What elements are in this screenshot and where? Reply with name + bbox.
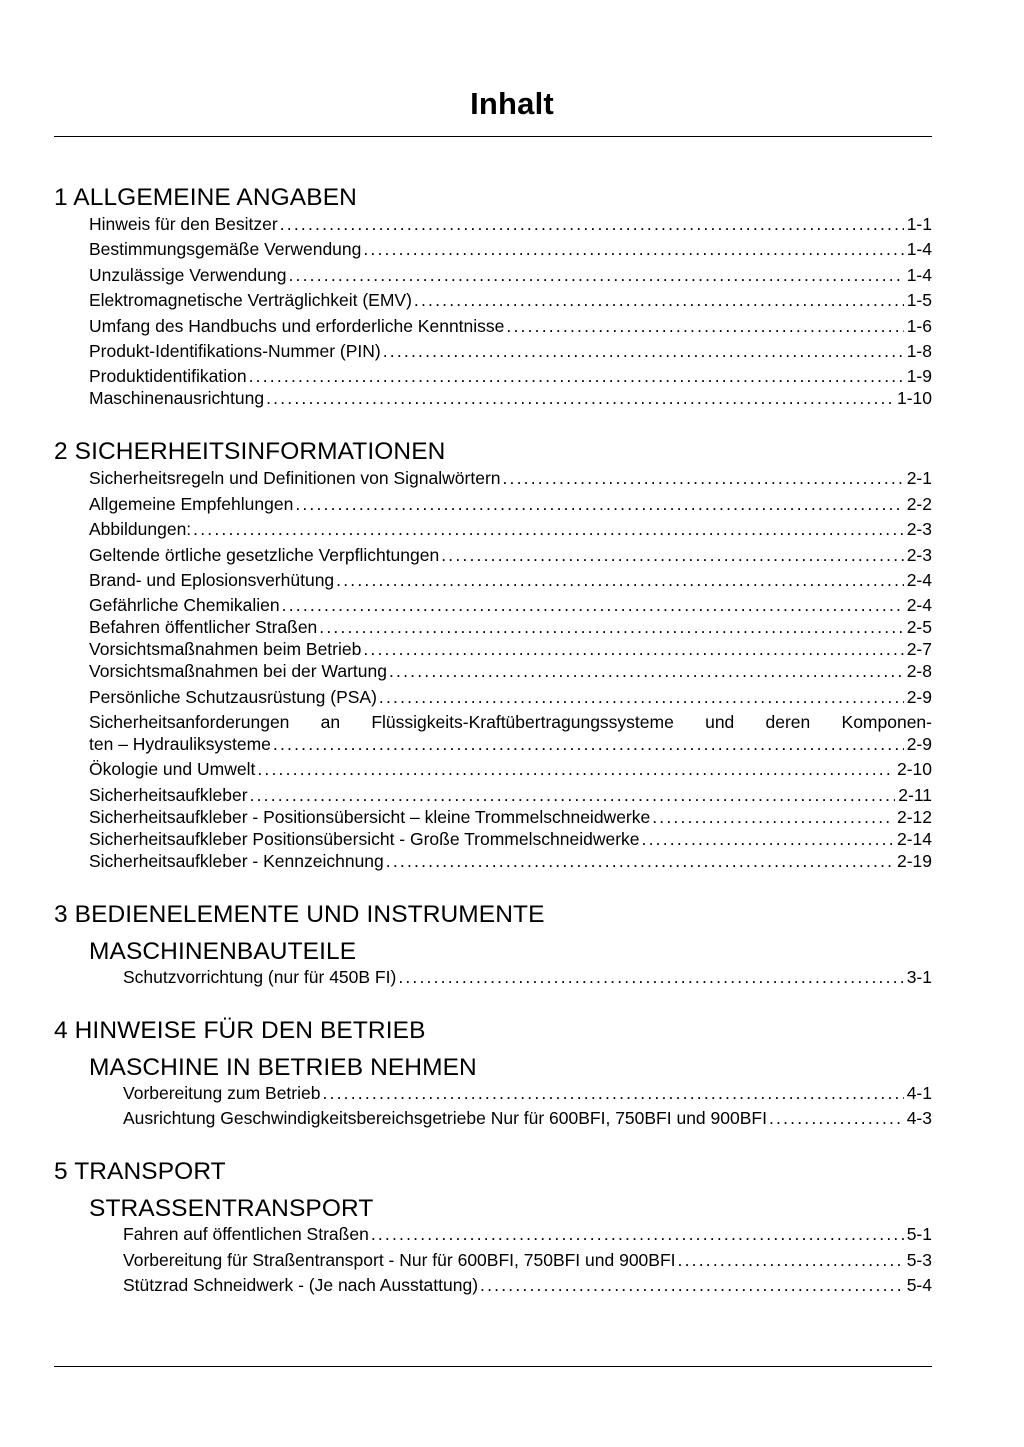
chapter-entries <box>54 467 932 872</box>
entry-title: Sicherheitsaufkleber - Positionsübersicht – kleine Trommelschneidwerke <box>89 806 651 827</box>
entry-title: Vorsichtsmaßnahmen bei der Wartung <box>89 661 387 682</box>
entry-page: 3-1 <box>906 966 932 987</box>
entry-page: 2-12 <box>896 806 932 827</box>
toc-entry[interactable] <box>123 1107 932 1129</box>
toc-entry[interactable] <box>123 1274 932 1296</box>
dot-leader <box>769 1107 904 1129</box>
entry-page: 2-9 <box>906 686 932 707</box>
chapter-entries <box>54 1223 932 1296</box>
entry-title: Vorbereitung für Straßentransport - Nur für 600BFI, 750BFI und 900BFI <box>123 1249 676 1270</box>
dot-leader <box>282 594 904 616</box>
entry-title: Allgemeine Empfehlungen <box>89 493 294 514</box>
toc-entry[interactable] <box>89 387 932 409</box>
section-heading[interactable]: MASCHINE IN BETRIEB NEHMEN <box>89 1053 477 1081</box>
toc-entry[interactable] <box>89 569 932 591</box>
entry-title: Brand- und Eplosionsverhütung <box>89 569 335 590</box>
dot-leader <box>503 467 904 489</box>
entry-page: 1-4 <box>906 264 932 285</box>
dot-leader <box>398 966 903 988</box>
entry-title: Vorsichtsmaßnahmen beim Betrieb <box>89 639 362 660</box>
toc-entry[interactable] <box>89 616 932 638</box>
dot-leader <box>249 365 904 387</box>
toc-entry[interactable] <box>89 518 932 540</box>
entry-page: 2-14 <box>896 828 932 849</box>
entry-page: 1-9 <box>906 366 932 387</box>
entry-page: 1-10 <box>896 388 932 409</box>
toc-entry[interactable] <box>123 966 932 988</box>
chapter-entries <box>54 1082 932 1129</box>
entry-title: Produktidentifikation <box>89 366 247 387</box>
entry-page: 5-1 <box>906 1224 932 1245</box>
entry-page: 2-9 <box>906 734 932 755</box>
toc-entry[interactable] <box>89 806 932 828</box>
entry-page: 5-3 <box>906 1249 932 1270</box>
toc-entry <box>89 733 932 755</box>
entry-title: Vorbereitung zum Betrieb <box>123 1082 321 1103</box>
entry-title: Persönliche Schutzausrüstung (PSA) <box>89 686 377 707</box>
dot-leader <box>441 544 903 566</box>
toc-entry[interactable] <box>123 1223 932 1245</box>
toc-entry[interactable] <box>89 264 932 286</box>
toc-entry[interactable] <box>89 365 932 387</box>
toc-entry[interactable] <box>89 340 932 362</box>
dot-leader <box>414 289 904 311</box>
toc-entry[interactable] <box>89 289 932 311</box>
dot-leader <box>266 387 894 409</box>
dot-leader <box>295 493 903 515</box>
entry-page: 2-10 <box>896 759 932 780</box>
dot-leader <box>289 264 904 286</box>
entry-page: 2-8 <box>906 661 932 682</box>
dot-leader <box>363 638 903 660</box>
dot-leader <box>678 1249 904 1271</box>
entry-page: 1-6 <box>906 315 932 336</box>
chapter-5 <box>54 1157 932 1296</box>
entry-title: Stützrad Schneidwerk - (Je nach Ausstattung) <box>123 1275 479 1296</box>
toc-entry[interactable] <box>89 493 932 515</box>
entry-page: 1-1 <box>906 214 932 234</box>
dot-leader <box>322 1082 903 1104</box>
toc-entry[interactable] <box>89 686 932 708</box>
entry-page: 1-8 <box>906 340 932 361</box>
entry-title: Sicherheitsaufkleber <box>89 784 248 805</box>
entry-title: Befahren öffentlicher Straßen <box>89 617 318 638</box>
section-heading[interactable]: MASCHINENBAUTEILE <box>89 937 357 965</box>
entry-title: Abbildungen: <box>89 519 192 540</box>
entry-title: Elektromagnetische Verträglichkeit (EMV) <box>89 290 412 311</box>
entry-page: 2-3 <box>906 519 932 540</box>
footer-rule <box>54 1366 932 1367</box>
toc-entry[interactable] <box>89 315 932 337</box>
entry-page: 2-4 <box>906 569 932 590</box>
dot-leader <box>506 315 903 337</box>
entry-page: 5-4 <box>906 1275 932 1296</box>
header-rule <box>54 136 932 137</box>
entry-page: 2-7 <box>906 639 932 660</box>
toc-entry[interactable] <box>89 784 932 806</box>
entry-title: Sicherheitsaufkleber - Kennzeichnung <box>89 850 384 871</box>
toc-entry[interactable] <box>89 594 932 616</box>
entry-title-line-1: Sicherheitsanforderungen an Flüssigkeits-Kraftübertragungssysteme und deren Komponen- <box>89 712 932 733</box>
dot-leader <box>383 340 904 362</box>
table-of-contents <box>54 183 932 1324</box>
dot-leader <box>379 686 904 708</box>
entry-page: 2-2 <box>906 493 932 514</box>
entry-page: 2-5 <box>906 617 932 638</box>
entry-title: Fahren auf öffentlichen Straßen <box>123 1224 369 1245</box>
entry-title: ten – Hydrauliksysteme <box>89 734 271 755</box>
entry-page: 1-5 <box>906 290 932 311</box>
chapter-3 <box>54 900 932 988</box>
dot-leader <box>652 806 894 828</box>
dot-leader <box>480 1274 904 1296</box>
chapter-heading[interactable]: 5 TRANSPORT <box>54 1158 226 1186</box>
toc-entry[interactable] <box>89 638 932 660</box>
entry-title: Bestimmungsgemäße Verwendung <box>89 239 362 260</box>
chapter-1 <box>54 183 932 409</box>
toc-entry[interactable] <box>89 850 932 872</box>
dot-leader <box>273 733 904 755</box>
dot-leader <box>257 758 894 780</box>
entry-title: Ausrichtung Geschwindigkeitsbereichsgetriebe Nur für 600BFI, 750BFI und 900BFI <box>123 1108 767 1129</box>
dot-leader <box>389 660 904 682</box>
dot-leader <box>193 518 904 540</box>
entry-page: 2-3 <box>906 544 932 565</box>
entry-page: 2-19 <box>896 850 932 871</box>
dot-leader <box>386 850 894 872</box>
entry-title: Sicherheitsregeln und Definitionen von Signalwörtern <box>89 468 501 489</box>
chapter-heading[interactable]: 3 BEDIENELEMENTE UND INSTRUMENTE <box>54 900 545 928</box>
entry-title: Sicherheitsaufkleber Positionsübersicht - Große Trommelschneidwerke <box>89 828 640 849</box>
toc-entry-multiline[interactable] <box>89 711 932 755</box>
toc-entry[interactable] <box>89 660 932 682</box>
dot-leader <box>642 828 894 850</box>
chapter-entries <box>54 966 932 988</box>
entry-page: 1-4 <box>906 239 932 260</box>
toc-entry[interactable] <box>89 213 932 235</box>
entry-title: Gefährliche Chemikalien <box>89 595 280 616</box>
dot-leader <box>319 616 903 638</box>
dot-leader <box>336 569 904 591</box>
entry-title: Schutzvorrichtung (nur für 450B FI) <box>123 966 397 987</box>
dot-leader <box>280 213 904 235</box>
entry-page: 2-4 <box>906 595 932 616</box>
toc-entry[interactable] <box>89 544 932 566</box>
toc-entry[interactable] <box>89 238 932 260</box>
entry-page: 2-1 <box>906 468 932 489</box>
chapter-heading[interactable]: 2 SICHERHEITSINFORMATIONEN <box>54 438 446 466</box>
entry-title: Umfang des Handbuchs und erforderliche Kenntnisse <box>89 315 505 336</box>
entry-title: Hinweis für den Besitzer <box>89 214 278 234</box>
toc-entry[interactable] <box>89 828 932 850</box>
entry-title: Unzulässige Verwendung <box>89 264 287 285</box>
page-title: Inhalt <box>470 86 554 121</box>
entry-page: 4-1 <box>906 1082 932 1103</box>
dot-leader <box>250 784 896 806</box>
chapter-heading[interactable]: 4 HINWEISE FÜR DEN BETRIEB <box>54 1016 426 1044</box>
chapter-heading[interactable]: 1 ALLGEMEINE ANGABEN <box>54 184 357 211</box>
section-heading[interactable]: STRASSENTRANSPORT <box>89 1195 374 1223</box>
entry-title: Produkt-Identifikations-Nummer (PIN) <box>89 340 381 361</box>
entry-title: Maschinenausrichtung <box>89 388 265 409</box>
chapter-2 <box>54 437 932 872</box>
chapter-4 <box>54 1016 932 1129</box>
entry-title: Ökologie und Umwelt <box>89 759 256 780</box>
toc-entry[interactable] <box>123 1082 932 1104</box>
toc-entry[interactable] <box>89 467 932 489</box>
toc-entry[interactable] <box>123 1249 932 1271</box>
entry-page: 2-11 <box>898 784 932 805</box>
chapter-entries <box>54 213 932 409</box>
entry-title: Geltende örtliche gesetzliche Verpflichtungen <box>89 544 440 565</box>
dot-leader <box>363 238 903 260</box>
toc-entry[interactable] <box>89 758 932 780</box>
entry-page: 4-3 <box>906 1108 932 1129</box>
dot-leader <box>371 1223 904 1245</box>
